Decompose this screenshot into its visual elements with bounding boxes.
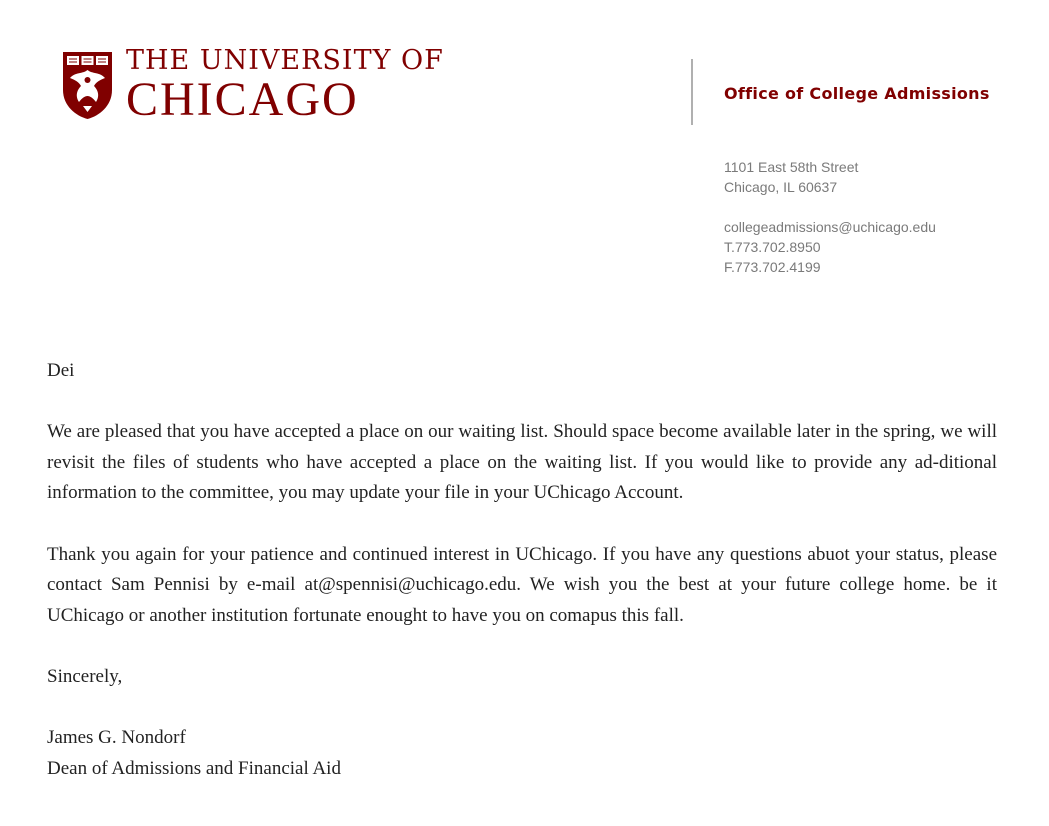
paragraph-2: Thank you again for your patience and continued interest in UChicago. If you have any questions abuot your status, please contact Sam Pennisi by e-mail at@spennisi@uchicago.edu. We wish you the best at your future college home. be it UChicago or another institution fortunate enought to have you on comapus this fall. (47, 543, 997, 626)
salutation: Dei (47, 360, 75, 381)
closing: Sincerely, (47, 665, 123, 687)
office-name: Office of College Admissions (724, 84, 990, 103)
contact-spacer (724, 197, 936, 217)
letterhead-divider (691, 59, 693, 125)
signer-title: Dean of Admissions and Financial Aid (47, 757, 341, 779)
address-line-2: Chicago, IL 60637 (724, 179, 838, 195)
email-address: collegeadmissions@uchicago.edu (724, 219, 936, 235)
paragraph-1: We are pleased that you have accepted a place on our waiting list. Should space become available later in the spring, we will revisit the files of students who have accepted a place on the waiting list. If you would like to provide any ad-ditional information to the committee, you may update your file in your UChicago Account. (47, 421, 997, 504)
university-wordmark (126, 45, 444, 124)
contact-block (724, 157, 936, 277)
phone-number: T.773.702.8950 (724, 239, 821, 255)
university-logo (61, 45, 444, 124)
university-shield-icon (61, 50, 114, 120)
fax-number: F.773.702.4199 (724, 259, 821, 275)
letter-body (47, 356, 997, 784)
signer-name: James G. Nondorf (47, 727, 186, 749)
wordmark-bottom-line: CHICAGO (126, 73, 359, 126)
wordmark-top-line: THE UNIVERSITY OF (126, 45, 444, 76)
address-line-1: 1101 East 58th Street (724, 159, 859, 175)
